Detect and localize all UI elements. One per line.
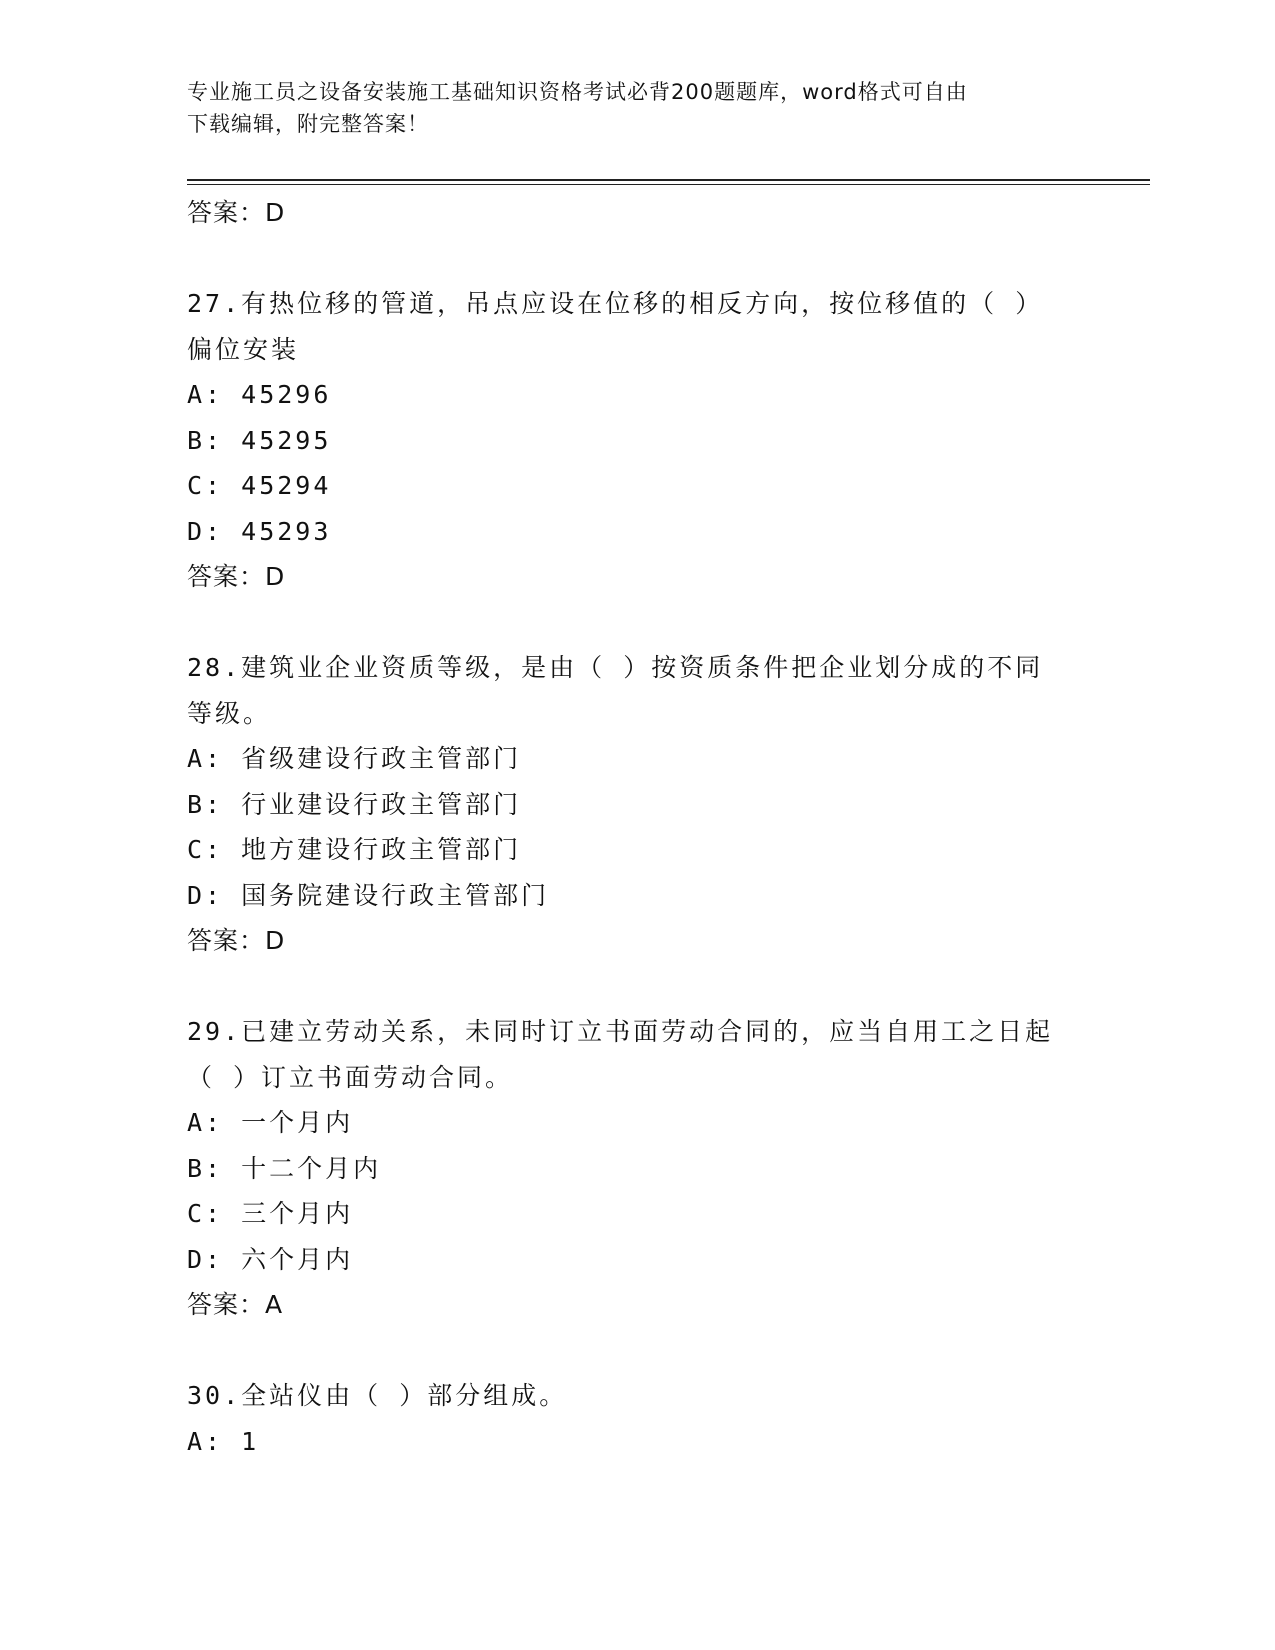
question-stem: 30.全站仪由（ ）部分组成。 (187, 1381, 568, 1410)
option-a: A: 45296 (187, 380, 332, 409)
spacer (187, 236, 1087, 282)
document-header (187, 76, 1067, 140)
option-b: B: 十二个月内 (187, 1153, 382, 1183)
question-stem-continued: 等级。 (187, 698, 272, 728)
header-divider-thin (187, 184, 1150, 185)
spacer (187, 964, 1087, 1010)
option-c: C: 三个月内 (187, 1199, 354, 1228)
question-stem: 28.建筑业企业资质等级，是由（ ）按资质条件把企业划分成的不同 (187, 653, 1044, 682)
option-c: C: 45294 (187, 471, 332, 500)
option-b: B: 行业建设行政主管部门 (187, 789, 522, 819)
header-divider-thick (187, 179, 1150, 181)
question-list (187, 190, 1087, 1464)
answer-line: 答案：D (187, 562, 286, 591)
question-28 (187, 645, 1087, 964)
answer-line: 答案：A (187, 1290, 284, 1319)
question-29 (187, 1009, 1087, 1328)
option-d: D: 六个月内 (187, 1244, 354, 1274)
header-line-1: 专业施工员之设备安装施工基础知识资格考试必背200题题库，word格式可自由 (187, 80, 968, 104)
question-stem-continued: （ ）订立书面劳动合同。 (187, 1062, 514, 1092)
option-d: D: 国务院建设行政主管部门 (187, 880, 550, 910)
option-a: A: 省级建设行政主管部门 (187, 744, 522, 773)
spacer (187, 1328, 1087, 1374)
question-stem: 27.有热位移的管道，吊点应设在位移的相反方向，按位移值的（ ） (187, 289, 1044, 318)
option-c: C: 地方建设行政主管部门 (187, 835, 522, 864)
question-stem-continued: 偏位安装 (187, 334, 300, 364)
option-a: A: 一个月内 (187, 1108, 354, 1137)
answer-line: 答案：D (187, 926, 286, 955)
spacer (187, 600, 1087, 646)
option-b: B: 45295 (187, 425, 332, 455)
question-30 (187, 1373, 1087, 1464)
question-stem: 29.已建立劳动关系，未同时订立书面劳动合同的，应当自用工之日起 (187, 1017, 1054, 1046)
option-a: A: 1 (187, 1426, 260, 1456)
option-d: D: 45293 (187, 516, 332, 546)
header-line-2: 下载编辑，附完整答案！ (187, 112, 429, 136)
question-27 (187, 281, 1087, 600)
answer-line: 答案：D (187, 198, 286, 227)
